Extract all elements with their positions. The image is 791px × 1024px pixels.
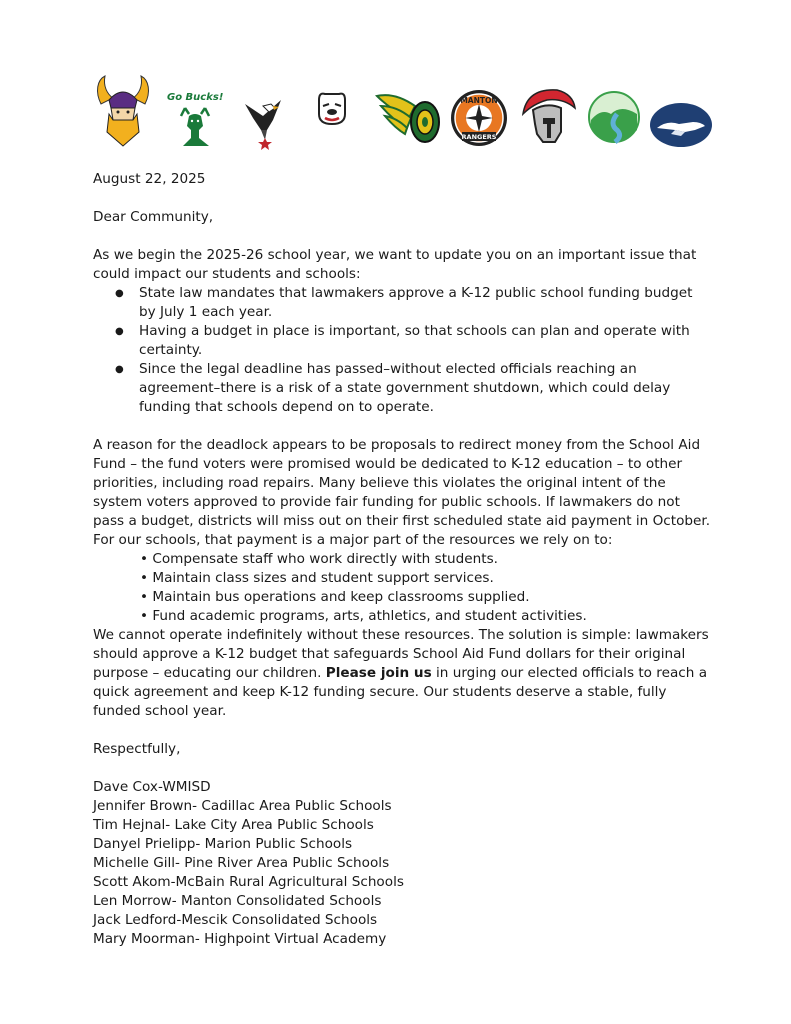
spartan-helmet-logo (517, 84, 579, 146)
call-to-action-paragraph (93, 626, 713, 721)
resource-item: • Maintain class sizes and student support services. (140, 569, 713, 588)
cta-text-tail: in urging our elected officials to reach a quick agreement and keep K-12 funding secure. Our students deserve a stable, fully funded school year. (93, 665, 708, 719)
svg-text:Go Bucks!: Go Bucks! (167, 92, 224, 103)
handshake-logo (649, 102, 713, 148)
river-landscape-logo (587, 90, 641, 144)
signer-line: Danyel Prielipp- Marion Public Schools (93, 836, 353, 852)
resource-list (93, 550, 713, 626)
signer-line: Dave Cox-WMISD (93, 779, 211, 795)
intro-paragraph: As we begin the 2025-26 school year, we want to update you on an important issue that could impact our students and schools: (93, 247, 697, 282)
signer-line: Mary Moorman- Highpoint Virtual Academy (93, 931, 387, 947)
letter-date: August 22, 2025 (93, 171, 206, 187)
district-logo-row (93, 74, 718, 150)
issue-bullet: ● State law mandates that lawmakers approve a K-12 public school funding budget by July 1 each year. (139, 284, 713, 322)
signer-line: Michelle Gill- Pine River Area Public Schools (93, 855, 390, 871)
signer-line: Len Morrow- Manton Consolidated Schools (93, 893, 382, 909)
cta-text-lead: We cannot operate indefinitely without these resources. The solution is simple: lawmakers should approve a K-12 budget that safeguards School Aid Fund dollars for their original purpose – educating our children. (93, 627, 709, 681)
deadlock-paragraph: A reason for the deadlock appears to be proposals to redirect money from the School Aid Fund – the fund voters were promised would be dedicated to K-12 education – to other priorities, including road repairs. Many believe this violates the original intent of the system voters approved to provide fair funding for public schools. If lawmakers do not pass a budget, districts will miss out on their first scheduled state aid payment in October. For our schools, that payment is a major part of the resources we rely on to: (93, 437, 711, 548)
signer-list (93, 778, 713, 949)
issue-bullet: ● Having a budget in place is important, so that schools can plan and operate with certainty. (139, 322, 713, 360)
letter-salutation: Dear Community, (93, 209, 214, 225)
signer-line: Jack Ledford-Mescik Consolidated Schools (93, 912, 378, 928)
cta-emphasis: Please join us (325, 665, 432, 681)
letter-body (93, 170, 713, 949)
winged-wheel-logo (375, 88, 441, 148)
issue-bullet-list (93, 284, 713, 417)
letter-closing: Respectfully, (93, 741, 181, 757)
svg-text:MANTON: MANTON (460, 96, 498, 105)
svg-text:RANGERS: RANGERS (461, 133, 497, 141)
bucks-deer-logo (165, 90, 227, 150)
signer-line: Jennifer Brown- Cadillac Area Public Schools (93, 798, 392, 814)
resource-item: • Compensate staff who work directly with students. (140, 550, 713, 569)
signer-line: Scott Akom-McBain Rural Agricultural Schools (93, 874, 404, 890)
viking-logo (95, 74, 151, 148)
resource-item: • Maintain bus operations and keep classrooms supplied. (140, 588, 713, 607)
resource-item: • Fund academic programs, arts, athletics, and student activities. (140, 607, 713, 626)
signer-line: Tim Hejnal- Lake City Area Public Schools (93, 817, 374, 833)
eagle-logo (241, 94, 285, 150)
issue-bullet: ● Since the legal deadline has passed–without elected officials reaching an agreement–there is a risk of a state government shutdown, which could delay funding that schools depend on to operate. (139, 360, 713, 417)
manton-rangers-logo (447, 88, 511, 148)
bulldog-logo (315, 90, 349, 126)
